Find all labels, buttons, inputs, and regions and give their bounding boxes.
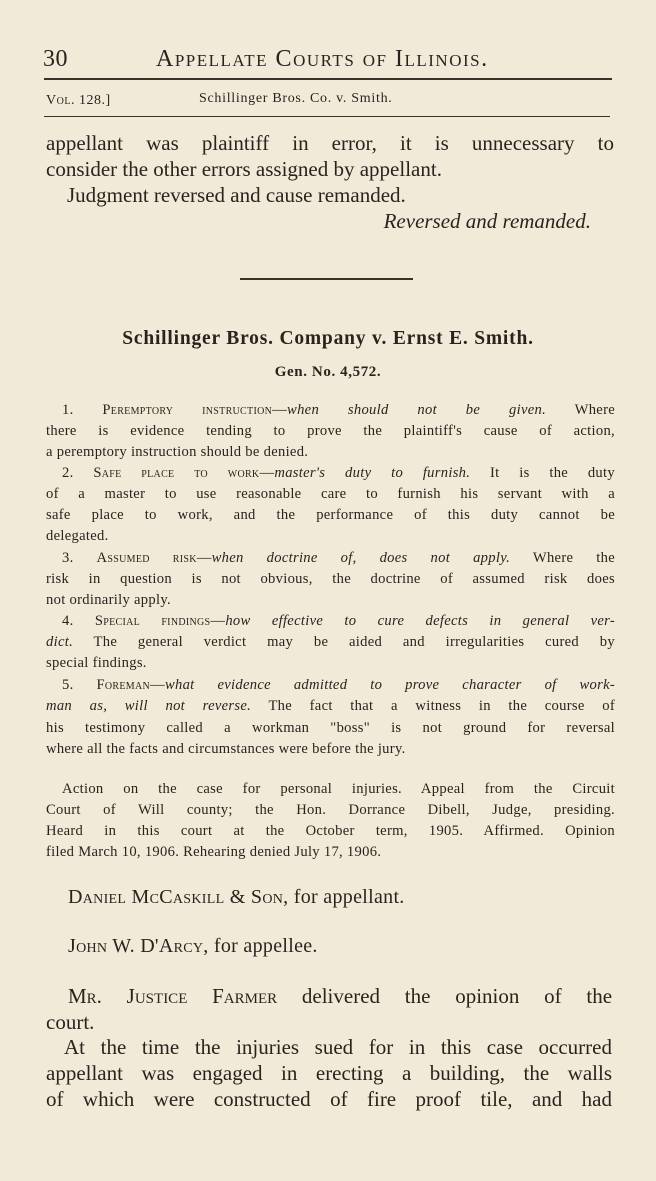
headnote-5-subtopic: what evidence admitted to prove character of work- xyxy=(164,677,616,693)
case-short-title: Schillinger Bros. Co. v. Smith. xyxy=(199,91,393,106)
page-number: 30 xyxy=(43,46,68,72)
headnote-5-number: 5. xyxy=(62,677,74,693)
headnote-2-number: 2. xyxy=(62,465,74,481)
headnote-5-text-cont: The fact that a witness in the course of xyxy=(268,698,616,714)
opinion-intro-text: delivered the opinion of the xyxy=(301,984,613,1008)
disposition-line: Reversed and remanded. xyxy=(383,209,591,233)
headnote-2-line-3: safe place to work, and the performance of this duty cannot be xyxy=(46,507,615,523)
headnote-3-line-3: not ordinarily apply. xyxy=(46,592,171,608)
opinion-intro xyxy=(68,983,612,1009)
headnote-4-lead: 4. Special findings—how effective to cure defects in general ver- xyxy=(62,613,615,629)
running-head: Appellate Courts of Illinois. xyxy=(156,46,489,72)
headnote-3-lead: 3. Assumed risk—when doctrine of, does not apply. Where the xyxy=(62,550,615,566)
headnote-2-line-2: of a master to use reasonable care to furnish his servant with a xyxy=(46,486,615,502)
judgment-line: Judgment reversed and cause remanded. xyxy=(67,183,406,207)
case-separator-rule xyxy=(240,278,413,280)
headnote-2-topic: Safe place to work xyxy=(93,465,260,481)
headnote-1-topic: Peremptory instruction xyxy=(102,402,273,418)
appellant-counsel xyxy=(68,886,405,909)
appellee-counsel-role: for appellee. xyxy=(213,935,318,957)
headnote-5-subtopic-cont: man as, will not reverse. xyxy=(46,698,252,714)
headnote-4-topic: Special findings xyxy=(94,613,211,629)
headnote-3-subtopic: when doctrine of, does not apply. xyxy=(211,550,511,566)
headnote-3-number: 3. xyxy=(62,550,74,566)
headnote-4-subtopic: how effective to cure defects in general ver- xyxy=(225,613,615,629)
headnote-1-lead: 1. Peremptory instruction—when should not be given. Where xyxy=(62,402,616,418)
opinion-intro-cont: court. xyxy=(46,1010,95,1034)
headnote-5-line-4: where all the facts and circumstances were before the jury. xyxy=(46,741,406,757)
headnote-1-line-3: a peremptory instruction should be denied. xyxy=(46,444,309,460)
headnote-5-lead: 5. Foreman—what evidence admitted to prove character of work- xyxy=(62,677,616,693)
headnote-1-number: 1. xyxy=(62,402,74,418)
prior-case-line-1: appellant was plaintiff in error, it is unnecessary to xyxy=(46,131,614,155)
opinion-line-3: of which were constructed of fire proof tile, and had xyxy=(46,1087,612,1111)
headnote-5-line-2 xyxy=(46,696,615,717)
headnote-4-line-2 xyxy=(46,632,615,653)
opinion-author: Mr. Justice Farmer xyxy=(68,984,278,1008)
headnote-4-text-cont: The general verdict may be aided and irregularities cured by xyxy=(93,634,615,650)
headnote-4-line-3: special findings. xyxy=(46,655,147,671)
procedural-line-3: Heard in this court at the October term, 1905. Affirmed. Opinion xyxy=(46,823,615,839)
appellee-counsel-name: John W. D'Arcy, xyxy=(68,935,209,957)
headnote-3-topic: Assumed risk xyxy=(96,550,197,566)
appellant-counsel-name: Daniel McCaskill & Son, xyxy=(68,886,289,908)
procedural-line-4: filed March 10, 1906. Rehearing denied July 17, 1906. xyxy=(46,844,382,860)
headnote-3-text-first: Where the xyxy=(532,550,615,566)
headnote-3-line-2: risk in question is not obvious, the doctrine of assumed risk does xyxy=(46,571,615,587)
procedural-line-2: Court of Will county; the Hon. Dorrance Dibell, Judge, presiding. xyxy=(46,802,615,818)
headnote-5-topic: Foreman xyxy=(96,677,151,693)
headnote-2-text-first: It is the duty xyxy=(490,465,615,481)
headnote-2-line-4: delegated. xyxy=(46,528,109,544)
header-rule-top xyxy=(44,78,612,80)
headnote-1-text-first: Where xyxy=(574,402,616,418)
opinion-line-2: appellant was engaged in erecting a building, the walls xyxy=(46,1061,612,1085)
appellee-counsel xyxy=(68,935,318,958)
procedural-line-1: Action on the case for personal injuries. Appeal from the Circuit xyxy=(62,781,615,797)
headnote-2-subtopic: master's duty to furnish. xyxy=(274,465,471,481)
headnote-5-line-3: his testimony called a workman "boss" is not ground for reversal xyxy=(46,720,615,736)
general-number: Gen. No. 4,572. xyxy=(274,364,382,380)
headnote-1-subtopic: when should not be given. xyxy=(287,402,547,418)
headnote-4-number: 4. xyxy=(62,613,74,629)
prior-case-line-2: consider the other errors assigned by appellant. xyxy=(46,157,442,181)
headnote-2-lead: 2. Safe place to work—master's duty to furnish. It is the duty xyxy=(62,465,615,481)
opinion-line-1: At the time the injuries sued for in this case occurred xyxy=(64,1035,612,1059)
headnote-4-subtopic-cont: dict. xyxy=(46,634,74,650)
volume-label: Vol. 128.] xyxy=(46,93,111,108)
case-title: Schillinger Bros. Company v. Ernst E. Smith. xyxy=(122,328,534,349)
headnote-1-line-2: there is evidence tending to prove the plaintiff's cause of action, xyxy=(46,423,615,439)
appellant-counsel-role: for appellant. xyxy=(293,886,405,908)
header-rule-bottom xyxy=(44,116,610,117)
